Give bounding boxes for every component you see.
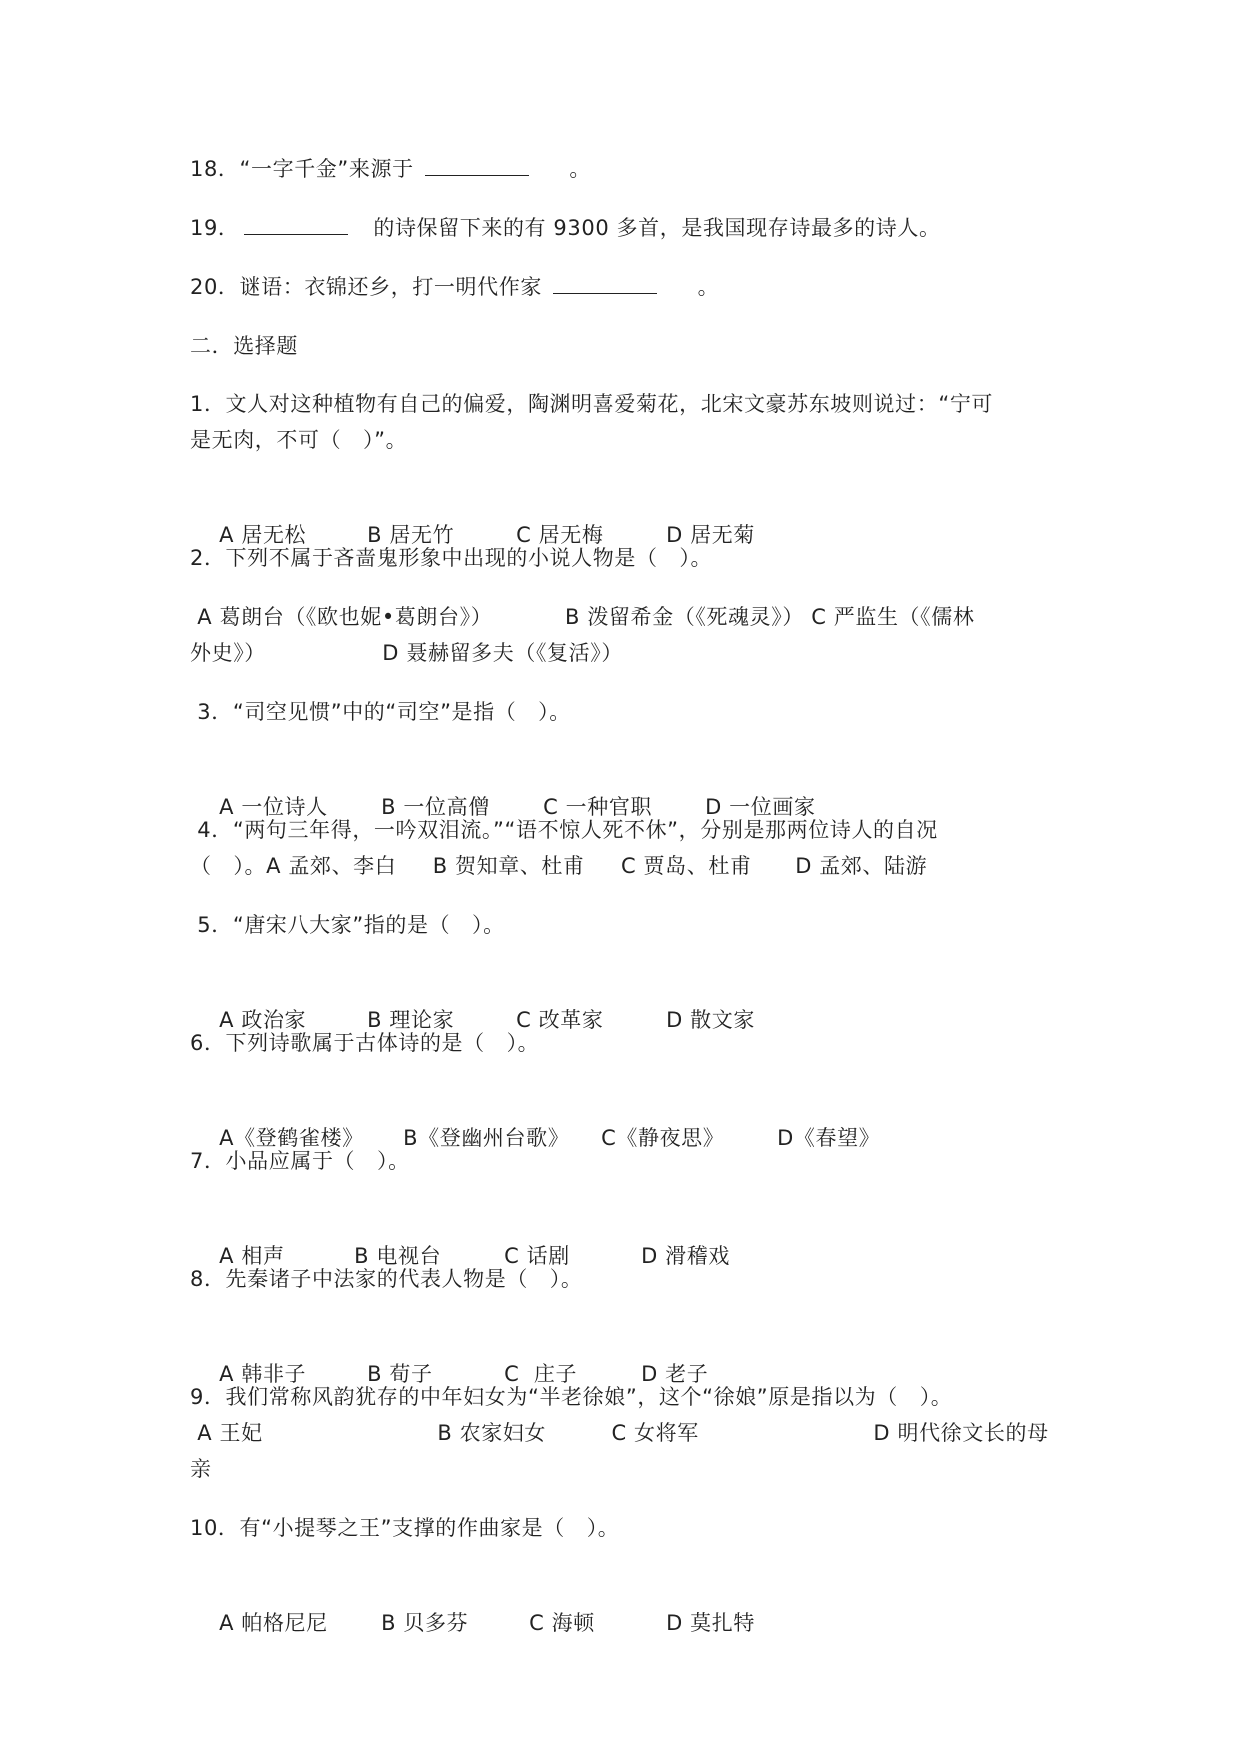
option-b[interactable]: B 贝多芬 — [381, 1611, 469, 1635]
question-20 — [190, 269, 719, 305]
question-stem: 10．有“小提琴之王”支撑的作曲家是（ ）。 — [190, 1516, 620, 1540]
option-d[interactable]: D 滑稽戏 — [641, 1244, 730, 1268]
option-a[interactable]: A 政治家 — [219, 1008, 307, 1032]
answer-blank[interactable] — [425, 155, 529, 176]
question-stem: （ ）。A 孟郊、李白 B 贺知章、杜甫 C 贾岛、杜甫 D 孟郊、陆游 — [190, 854, 928, 878]
option-c[interactable]: C 话剧 — [504, 1244, 570, 1268]
option-d[interactable]: D《春望》 — [777, 1126, 881, 1150]
question-text: 19． — [190, 216, 240, 240]
options-line: 外史》） D 聂赫留多夫（《复活》） — [190, 641, 623, 665]
option-d[interactable]: D 一位画家 — [705, 795, 816, 819]
option-a[interactable]: A 相声 — [219, 1244, 285, 1268]
option-d[interactable]: D 莫扎特 — [666, 1611, 755, 1635]
option-c[interactable]: C 海顿 — [529, 1611, 595, 1635]
option-a[interactable]: A 韩非子 — [219, 1362, 307, 1386]
option-b[interactable]: B 理论家 — [367, 1008, 455, 1032]
options-line: A 王妃 B 农家妇女 C 女将军 D 明代徐文长的母 — [190, 1421, 1049, 1445]
options-line: 亲 — [190, 1457, 212, 1481]
question-text: 的诗保留下来的有 9300 多首，是我国现存诗最多的诗人。 — [351, 216, 941, 240]
option-d[interactable]: D 居无菊 — [666, 523, 755, 547]
option-c[interactable]: C 居无梅 — [516, 523, 604, 547]
question-stem: 2．下列不属于吝啬鬼形象中出现的小说人物是（ ）。 — [190, 546, 713, 570]
question-stem: 4．“两句三年得，一吟双泪流。”“语不惊人死不休”，分别是那两位诗人的自况 — [190, 818, 938, 842]
option-b[interactable]: B 一位高僧 — [381, 795, 490, 819]
question-stem: 是无肉，不可（ ）”。 — [190, 428, 408, 452]
question-stem: 8．先秦诸子中法家的代表人物是（ ）。 — [190, 1267, 583, 1291]
question-stem: 6．下列诗歌属于古体诗的是（ ）。 — [190, 1031, 540, 1055]
option-c[interactable]: C 一种官职 — [543, 795, 653, 819]
question-stem: 3．“司空见惯”中的“司空”是指（ ）。 — [190, 700, 571, 724]
options-line: A 葛朗台（《欧也妮•葛朗台》） B 泼留希金（《死魂灵》） C 严监生（《儒林 — [190, 605, 975, 629]
answer-blank[interactable] — [244, 214, 348, 235]
option-a[interactable]: A《登鹤雀楼》 — [219, 1126, 364, 1150]
option-a[interactable]: A 一位诗人 — [219, 795, 328, 819]
question-stem: 7．小品应属于（ ）。 — [190, 1149, 410, 1173]
option-c[interactable]: C《静夜思》 — [601, 1126, 725, 1150]
answer-blank[interactable] — [553, 273, 657, 294]
option-b[interactable]: B 居无竹 — [367, 523, 455, 547]
question-19 — [190, 210, 941, 246]
section-title: 二．选择题 — [190, 334, 298, 358]
question-text: 20．谜语：衣锦还乡，打一明代作家 — [190, 275, 550, 299]
question-18 — [190, 151, 591, 187]
question-text: 18．“一字千金”来源于 — [190, 157, 421, 181]
question-text: 。 — [532, 157, 591, 181]
option-a[interactable]: A 帕格尼尼 — [219, 1611, 328, 1635]
option-d[interactable]: D 老子 — [641, 1362, 709, 1386]
option-c[interactable]: C 庄子 — [504, 1362, 578, 1386]
option-b[interactable]: B 电视台 — [354, 1244, 442, 1268]
options-row — [190, 1569, 755, 1677]
option-b[interactable]: B 荀子 — [367, 1362, 433, 1386]
option-c[interactable]: C 改革家 — [516, 1008, 604, 1032]
question-stem: 5．“唐宋八大家”指的是（ ）。 — [190, 913, 505, 937]
question-text: 。 — [661, 275, 720, 299]
question-stem: 9．我们常称风韵犹存的中年妇女为“半老徐娘”，这个“徐娘”原是指以为（ ）。 — [190, 1385, 953, 1409]
option-b[interactable]: B《登幽州台歌》 — [403, 1126, 570, 1150]
option-d[interactable]: D 散文家 — [666, 1008, 755, 1032]
option-a[interactable]: A 居无松 — [219, 523, 307, 547]
question-stem: 1．文人对这种植物有自己的偏爱，陶渊明喜爱菊花，北宋文豪苏东坡则说过：“宁可 — [190, 392, 994, 416]
